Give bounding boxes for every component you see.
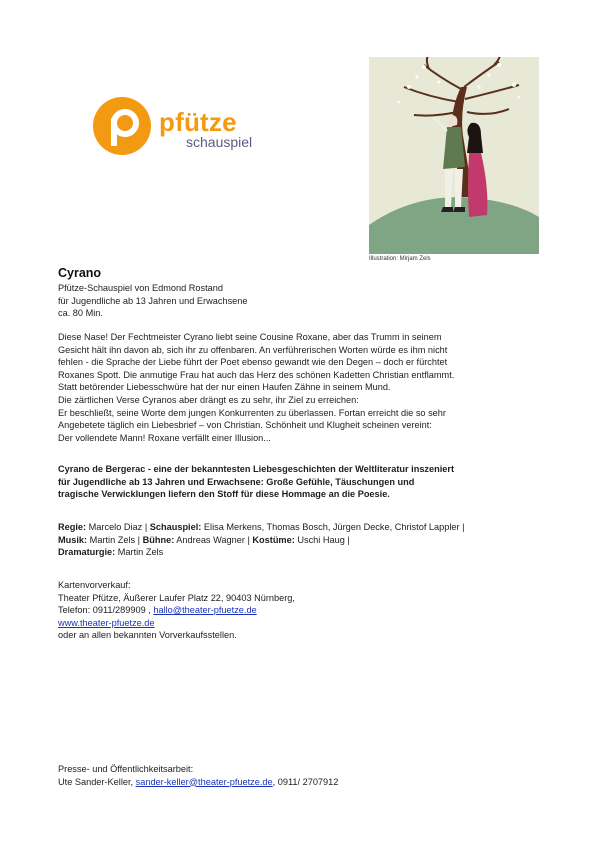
tickets-block (58, 579, 558, 642)
press-name: Ute Sander-Keller, (58, 776, 136, 787)
intro-line: ca. 80 Min. (58, 308, 103, 319)
separator: | (135, 534, 143, 545)
tickets-contact-line (58, 604, 558, 617)
story-line: fehlen - die Sprache der Liebe führt der Poet ebenso gewandt wie den Degen – doch er fürchtet (58, 357, 448, 368)
musik-label: Musik: (58, 534, 88, 545)
schauspiel-value: Elisa Merkens, Thomas Bosch, Jürgen Decke, Christof Lappler (203, 522, 460, 532)
tickets-heading: Kartenvorverkauf: (58, 580, 131, 590)
teaser-line: tragische Verwicklungen liefern den Stoff für diese Hommage an die Poesie. (58, 489, 390, 500)
story-line: Der vollendete Mann! Roxane verfällt einer Illusion... (58, 432, 271, 443)
credits-line-1 (58, 521, 558, 534)
press-heading: Presse- und Öffentlichkeitsarbeit: (58, 764, 194, 774)
teaser-line: für Jugendliche ab 13 Jahren und Erwachsene: Große Gefühle, Täuschungen und (58, 476, 415, 487)
credits-line-2 (58, 534, 558, 547)
logo-p-icon (92, 96, 152, 156)
logo-subtitle: schauspiel (186, 134, 253, 150)
story-line: Roxanes Spott. Die anmutige Frau hat auch das Herz des schönen Kadetten Christian entflammt. (58, 369, 455, 380)
tickets-address: Theater Pfütze, Äußerer Laufer Platz 22, 90403 Nürnberg, (58, 592, 295, 603)
cyrano-illustration (369, 57, 539, 254)
dramaturgie-value: Martin Zels (117, 547, 164, 558)
schauspiel-label: Schauspiel: (149, 522, 202, 532)
illustration-credit: Illustration: Mirjam Zels (369, 256, 431, 262)
press-email-link[interactable]: sander-keller@theater-pfuetze.de (135, 776, 273, 787)
separator: | (459, 522, 465, 532)
story-line: Diese Nase! Der Fechtmeister Cyrano liebt seine Cousine Roxane, aber das Trumm in seinem (58, 332, 442, 342)
kostueme-label: Kostüme: (252, 534, 295, 545)
story-line: Die zärtlichen Verse Cyranos aber drängt es zu sehr, ihr Ziel zu erreichen: (58, 394, 359, 405)
press-phone: , 0911/ 2707912 (272, 776, 339, 787)
separator: | (344, 534, 350, 545)
kostueme-value: Uschi Haug (297, 534, 345, 545)
pfuetze-logo (92, 96, 272, 166)
press-contact-line (58, 776, 558, 789)
story-paragraph (58, 331, 558, 444)
dramaturgie-label: Dramaturgie: (58, 547, 116, 558)
tickets-phone: Telefon: 0911/289909 , (58, 605, 154, 616)
tickets-website-link[interactable]: www.theater-pfuetze.de (58, 617, 155, 628)
tickets-email-link[interactable]: hallo@theater-pfuetze.de (153, 605, 257, 616)
credits-block (58, 521, 558, 559)
press-block (58, 763, 558, 788)
story-line: Angebetete täglich ein Liebesbrief – von Christian. Schönheit und Klugheit scheinen vereint: (58, 420, 432, 431)
tickets-other: oder an allen bekannten Vorverkaufsstellen. (58, 630, 237, 641)
intro-line: für Jugendliche ab 13 Jahren und Erwachsene (58, 295, 248, 306)
intro-line: Pfütze-Schauspiel von Edmond Rostand (58, 283, 223, 293)
tickets-website-line (58, 617, 558, 630)
teaser-paragraph (58, 463, 558, 501)
regie-label: Regie: (58, 522, 87, 532)
intro-block (58, 282, 558, 320)
musik-value: Martin Zels (89, 534, 136, 545)
logo-brand-name: pfütze (159, 107, 237, 137)
story-line: Statt betörender Liebesschwüre hat der nur einen Haufen Zähne in seinem Mund. (58, 382, 391, 393)
story-line: Er beschließt, seine Worte dem jungen Konkurrenten zu überlassen. Fortan erreicht die so sehr (58, 407, 446, 418)
story-line: Gesicht hält ihn davon ab, sich ihr zu offenbaren. An verführerischen Worten würde es ihm nicht (58, 344, 448, 355)
page-title: Cyrano (58, 266, 102, 280)
buehne-label: Bühne: (142, 534, 175, 545)
teaser-line: Cyrano de Bergerac - eine der bekanntesten Liebesgeschichten der Weltliteratur inszeniert (58, 464, 455, 474)
credits-line-3 (58, 546, 558, 559)
buehne-value: Andreas Wagner (176, 534, 245, 545)
separator: | (244, 534, 253, 545)
regie-value: Marcelo Diaz (88, 522, 143, 532)
separator: | (142, 522, 150, 532)
